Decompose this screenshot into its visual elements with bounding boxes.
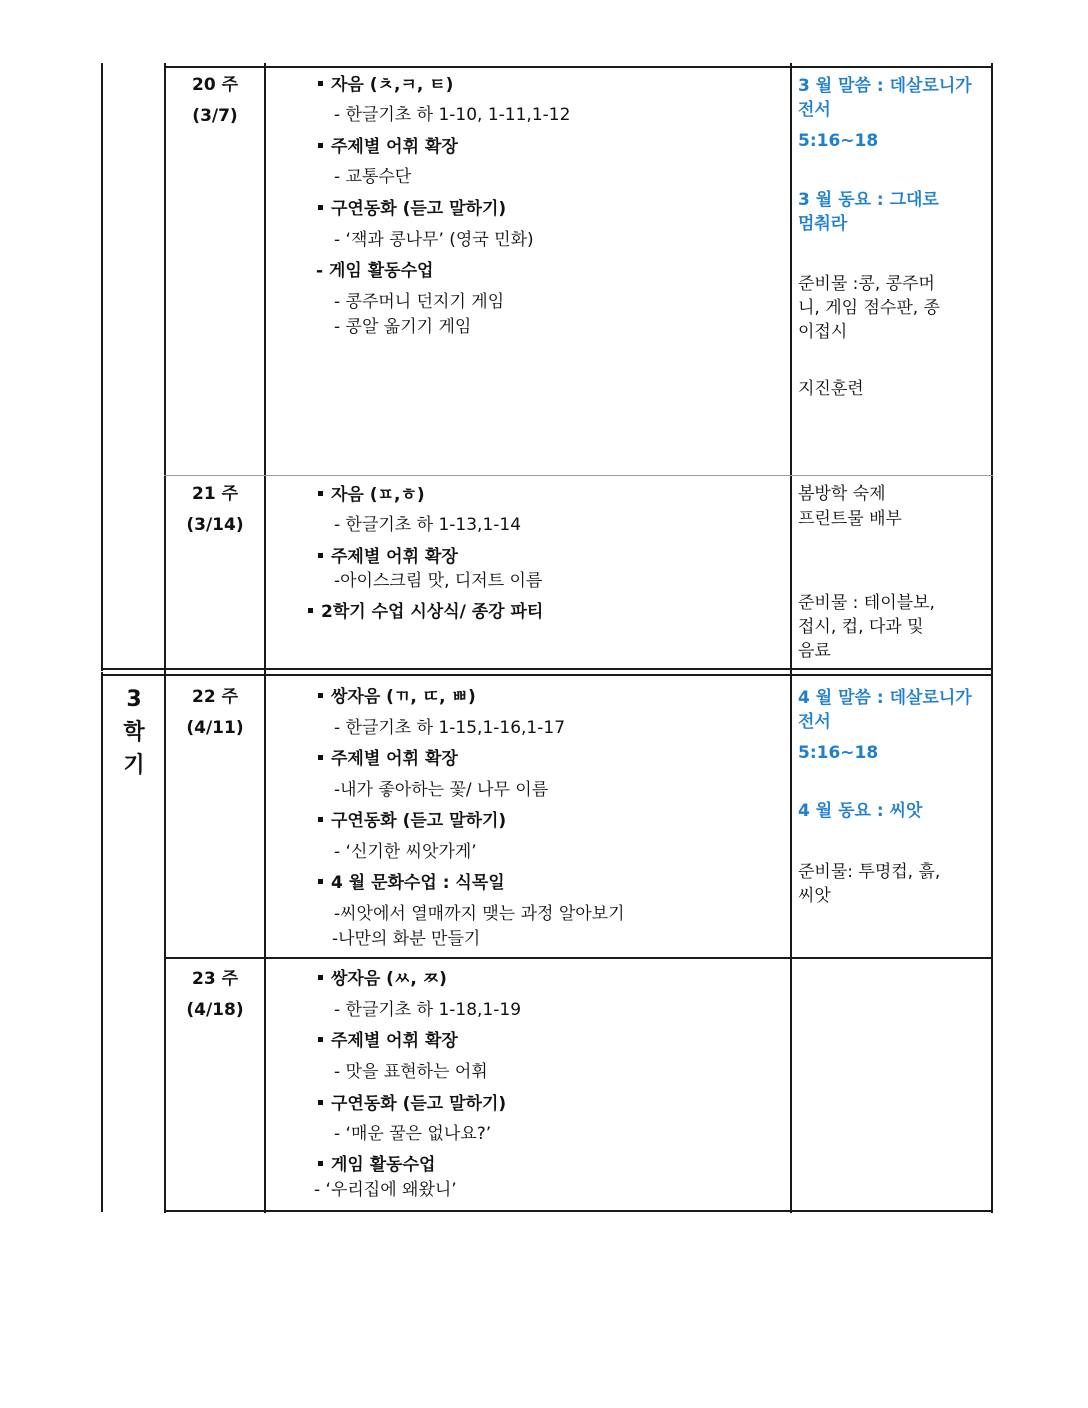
week-cell <box>166 964 264 1026</box>
week-date: (3/14) <box>186 515 244 535</box>
week-cell <box>166 682 264 744</box>
list-item: 게임 활동수업 <box>318 1154 435 1176</box>
semester-label <box>104 683 164 782</box>
note-text: 준비물 : 테이블보, <box>798 593 935 613</box>
week-col-left-border <box>164 63 166 1213</box>
list-item: - 콩알 옮기기 게임 <box>334 317 472 337</box>
bullet-icon <box>318 553 323 558</box>
list-item: 자음 (ㅊ,ㅋ, ㅌ) <box>318 74 453 96</box>
list-item: -씨앗에서 열매까지 맺는 과정 알아보기 <box>334 904 625 924</box>
list-item: - 교통수단 <box>334 167 412 187</box>
week-date: (4/11) <box>186 718 244 738</box>
note-text: 전서 <box>798 712 831 732</box>
note-text: 멈춰라 <box>798 214 848 234</box>
list-item: - ‘매운 꿀은 없나요?’ <box>334 1124 492 1144</box>
bullet-icon <box>308 608 313 613</box>
week-number: 20 주 <box>192 75 238 95</box>
row-divider-22-23 <box>164 957 993 959</box>
note-text: 4 월 말씀 : 데살로니가 <box>798 688 972 708</box>
note-text: 5:16~18 <box>798 131 879 151</box>
note-text: 전서 <box>798 100 831 120</box>
list-item: 주제별 어휘 확장 <box>318 748 458 770</box>
note-text: 준비물 :콩, 콩주머 <box>798 274 935 294</box>
note-text: 음료 <box>798 641 831 661</box>
semester-divider-bottom <box>101 674 993 676</box>
list-item: 4 월 문화수업 : 식목일 <box>318 872 505 894</box>
list-item: - ‘신기한 씨앗가게’ <box>334 842 477 862</box>
list-item: 구연동화 (듣고 말하기) <box>318 198 506 220</box>
list-item: 쌍자음 (ㄲ, ㄸ, ㅃ) <box>318 686 476 708</box>
bullet-icon <box>318 755 323 760</box>
table-bottom-border <box>164 1210 993 1212</box>
bullet-icon <box>318 491 323 496</box>
table-left-border-top <box>101 63 103 671</box>
bullet-icon <box>318 143 323 148</box>
semester-label-char: 학 <box>123 720 145 745</box>
list-item: 구연동화 (듣고 말하기) <box>318 810 506 832</box>
week-number: 23 주 <box>192 969 238 989</box>
table-left-border-bottom <box>101 672 103 1212</box>
note-text: 접시, 컵, 다과 및 <box>798 617 924 637</box>
content-col-left-border <box>264 63 266 1213</box>
list-item: - ‘잭과 콩나무’ (영국 민화) <box>334 230 534 250</box>
note-text: 4 월 동요 : 씨앗 <box>798 801 923 821</box>
semester-label-char: 기 <box>123 753 145 778</box>
row-divider-20-21 <box>164 475 993 476</box>
list-item: -아이스크림 맛, 디저트 이름 <box>334 571 543 591</box>
bullet-icon <box>318 975 323 980</box>
semester-label-char: 3 <box>126 687 142 712</box>
row-top-border <box>164 66 993 68</box>
list-item: - 한글기초 하 1-18,1-19 <box>334 1000 522 1020</box>
note-text: 봄방학 숙제 <box>798 484 886 504</box>
list-item: - 한글기초 하 1-10, 1-11,1-12 <box>334 105 571 125</box>
bullet-icon <box>318 205 323 210</box>
bullet-icon <box>318 693 323 698</box>
list-item: 주제별 어휘 확장 <box>318 546 458 568</box>
bullet-icon <box>318 879 323 884</box>
note-text: 준비물: 투명컵, 흙, <box>798 862 941 882</box>
list-item: 주제별 어휘 확장 <box>318 1030 458 1052</box>
week-cell <box>166 479 264 541</box>
note-text: 지진훈련 <box>798 379 864 399</box>
list-item: 2학기 수업 시상식/ 종강 파티 <box>308 601 543 623</box>
week-number: 21 주 <box>192 484 238 504</box>
list-item: - ‘우리집에 왜왔니’ <box>314 1180 457 1200</box>
note-text: 씨앗 <box>798 886 831 906</box>
bullet-icon <box>318 817 323 822</box>
list-item: 자음 (ㅍ,ㅎ) <box>318 484 425 506</box>
list-item: - 한글기초 하 1-13,1-14 <box>334 515 522 535</box>
list-item: - 맛을 표현하는 어휘 <box>334 1062 488 1082</box>
list-item: - 콩주머니 던지기 게임 <box>334 292 505 312</box>
week-number: 22 주 <box>192 687 238 707</box>
note-text: 프린트물 배부 <box>798 509 902 529</box>
list-item: -나만의 화분 만들기 <box>332 929 481 949</box>
list-item: 주제별 어휘 확장 <box>318 136 458 158</box>
week-cell <box>166 70 264 132</box>
bullet-icon <box>318 1161 323 1166</box>
list-item: 쌍자음 (ㅆ, ㅉ) <box>318 968 447 990</box>
week-date: (3/7) <box>192 106 238 126</box>
list-item: - 게임 활동수업 <box>316 261 434 281</box>
bullet-icon <box>318 1100 323 1105</box>
note-text: 이접시 <box>798 322 848 342</box>
bullet-icon <box>318 81 323 86</box>
list-item: - 한글기초 하 1-15,1-16,1-17 <box>334 718 566 738</box>
notes-col-left-border <box>790 63 792 1213</box>
note-text: 니, 게임 점수판, 종 <box>798 298 940 318</box>
semester-divider-top <box>101 668 993 670</box>
note-text: 3 월 말씀 : 데살로니가 <box>798 76 972 96</box>
note-text: 3 월 동요 : 그대로 <box>798 190 939 210</box>
table-right-border <box>991 63 993 1213</box>
bullet-icon <box>318 1037 323 1042</box>
note-text: 5:16~18 <box>798 743 879 763</box>
week-date: (4/18) <box>186 1000 244 1020</box>
list-item: -내가 좋아하는 꽃/ 나무 이름 <box>334 780 549 800</box>
list-item: 구연동화 (듣고 말하기) <box>318 1093 506 1115</box>
